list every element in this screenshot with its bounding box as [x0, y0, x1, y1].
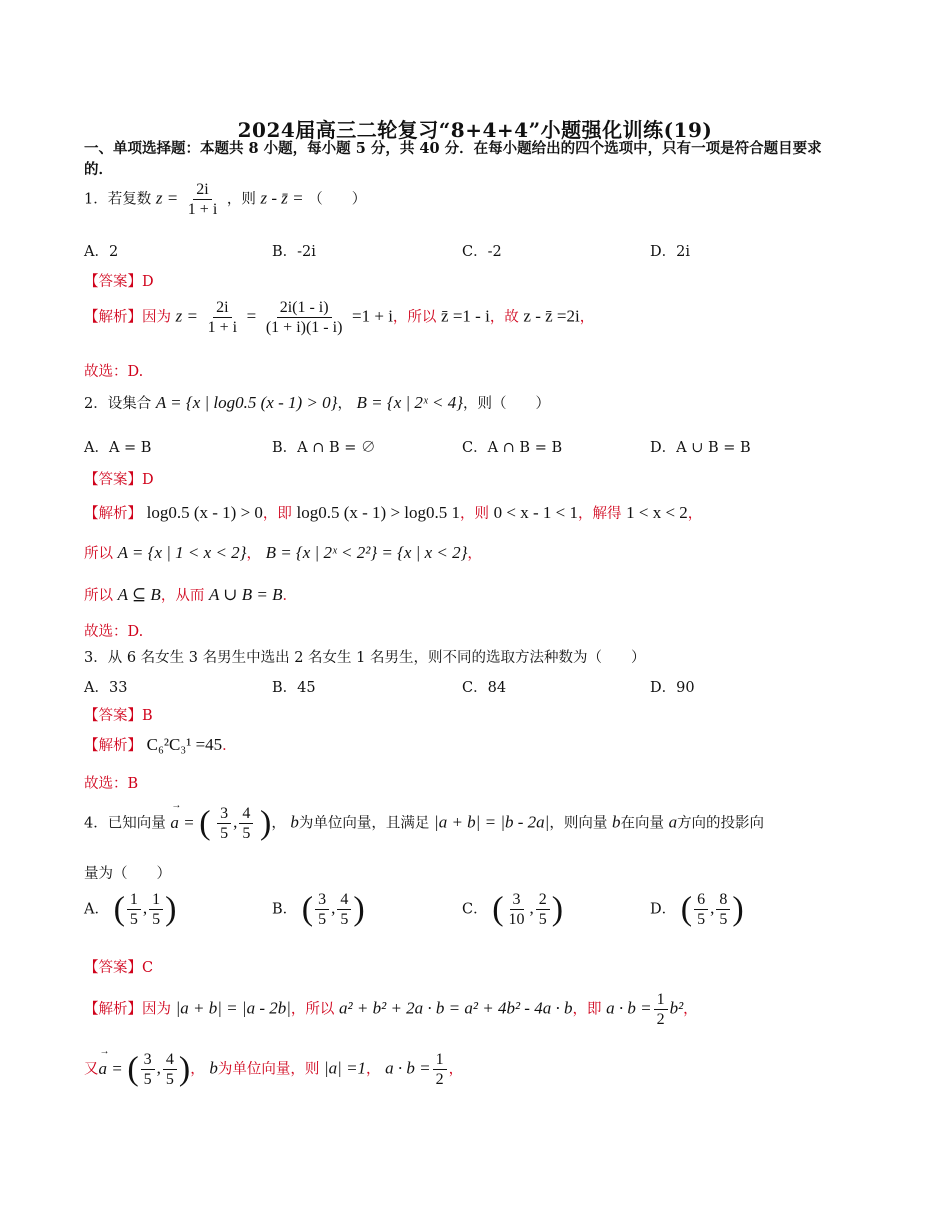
q3-choose: 故选：B: [84, 776, 139, 792]
q2-solution-2: [84, 542, 482, 563]
q4-opt-c-y: [536, 890, 550, 929]
q4-opt-a-y-num: 1: [149, 890, 163, 910]
q4-opt-b-x: [315, 890, 329, 929]
q4-sol2-rparen-icon: ): [178, 1050, 191, 1088]
q4-sol1-e: ，即: [572, 1001, 602, 1018]
q4-sol1-i: ，: [683, 1001, 698, 1018]
q4-sol1-frac-den: 2: [656, 1011, 665, 1028]
question-3: 3．从 6 名女生 3 名男生中选出 2 名女生 1 名男生，则不同的选取方法种数为（ ）: [84, 650, 646, 666]
q4-sol2-frac-den: 2: [435, 1071, 444, 1088]
q2-option-c: C．A ∩ B = B: [462, 440, 563, 456]
q1-sol-final: z - z̄ =2i: [523, 306, 580, 326]
q4-sol2-j: ，: [448, 1061, 464, 1078]
q4-sol2-frac-num: 1: [433, 1050, 447, 1070]
q2-answer: [84, 468, 154, 489]
q1-option-b: B．-2i: [272, 244, 316, 260]
q4-opt-c-comma: ,: [529, 898, 534, 918]
q3-option-c: C．84: [462, 680, 507, 696]
question-2: [84, 392, 550, 413]
q4-sol2-e: 为单位向量，则: [217, 1061, 320, 1078]
q1-answer: [84, 270, 154, 291]
q2-sol3-a: 所以: [84, 588, 113, 604]
q4-opt-d-lparen-icon: (: [680, 890, 693, 928]
q4-sol1-b: |a + b| = |a - 2b|: [175, 998, 291, 1018]
q3-option-d: D．90: [650, 680, 695, 696]
q4-sol1-f: a · b =: [606, 998, 652, 1018]
q3-sol: C₆²C₃¹ =45: [146, 735, 223, 754]
q2-sol3-e: ．: [282, 588, 297, 604]
q4-line2: 量为（ ）: [84, 866, 171, 882]
q4-opt-c-y-num: 2: [536, 890, 550, 910]
q4-opt-d-y-den: 5: [719, 911, 728, 928]
q1-sol-frac2-den: (1 + i)(1 - i): [265, 319, 343, 336]
q4-option-d: [650, 890, 744, 929]
q2-sol2-b: A = {x | 1 < x < 2}: [117, 543, 247, 562]
q4-opt-a-x-num: 1: [127, 890, 141, 910]
q4-left-paren-icon: (: [199, 804, 211, 842]
q4-option-b: [272, 890, 365, 929]
q4-sol2-frac: [433, 1050, 447, 1089]
q2-comma: ，: [337, 396, 352, 412]
q4-opt-b-label: B．: [272, 901, 298, 918]
q4-cond: |a + b| = |b - 2a|: [434, 812, 550, 832]
q2-sol1-g: 1 < x < 2: [626, 503, 688, 522]
question-4: [84, 804, 764, 843]
q1-expr: z - z̄ =: [260, 188, 304, 208]
q2-sol1-f: ，解得: [578, 506, 622, 522]
q3-option-b: B．45: [272, 680, 316, 696]
q2-set-b: B = {x | 2ˣ < 4}: [356, 393, 463, 412]
q4-sol1-frac-num: 1: [654, 990, 668, 1010]
q1-sol-conj: z̄ =1 - i: [441, 306, 490, 326]
q1-sol-frac1-den: 1 + i: [207, 319, 238, 336]
q1-sol-frac1: [205, 298, 240, 337]
q2-prefix: 2．设集合: [84, 396, 152, 412]
q4-opt-a-label: A．: [84, 901, 109, 918]
q4-opt-a-x: [127, 890, 141, 929]
q1-blank: （ ）: [308, 191, 367, 208]
analysis-label-2: 【解析】: [84, 506, 142, 522]
q1-frac-den: 1 + i: [187, 201, 218, 218]
q2-sol2-c: ，: [246, 546, 261, 562]
q4-sol2-x-den: 5: [143, 1071, 152, 1088]
q1-sol-because: 因为: [142, 309, 171, 326]
q4-mid5: 方向的投影向: [677, 815, 765, 832]
q4-opt-d-x: [694, 890, 708, 929]
q4-mid4: 在向量: [620, 815, 664, 832]
q4-sol1-c: ，所以: [290, 1001, 335, 1018]
q2-answer-value: D: [142, 472, 154, 488]
q4-a-y: [239, 804, 253, 843]
q4-sol2-g: ，: [366, 1061, 381, 1078]
q1-sol-z: z =: [175, 306, 198, 326]
q1-answer-value: D: [142, 274, 154, 290]
q2-sol1-b: ，即: [262, 506, 292, 522]
q4-option-a: [84, 890, 177, 929]
q1-choose: 故选：D.: [84, 364, 144, 380]
q2-sol2-a: 所以: [84, 546, 113, 562]
q1-mid: ，则: [226, 191, 256, 208]
q4-opt-d-y: [716, 890, 730, 929]
analysis-label: 【解析】: [84, 309, 142, 326]
q1-sol-hence: ，故: [489, 309, 519, 326]
q4-a-x: [217, 804, 231, 843]
q4-opt-a-lparen-icon: (: [113, 890, 125, 928]
q4-sol2-y-num: 4: [163, 1050, 177, 1070]
q4-sol1-a: 因为: [142, 1001, 171, 1018]
q1-option-a: A．2: [84, 244, 119, 260]
q1-option-c: C．-2: [462, 244, 502, 260]
q1-fraction: [185, 180, 220, 219]
q4-sol2-d: b: [209, 1058, 218, 1078]
q2-sol3-c: ，从而: [160, 588, 205, 604]
answer-label-2: 【答案】: [84, 472, 142, 488]
analysis-label-4: 【解析】: [84, 1001, 142, 1018]
q1-sol-so: ，所以: [392, 309, 437, 326]
q4-opt-c-label: C．: [462, 901, 488, 918]
q2-sol2-e: ，: [467, 546, 482, 562]
q4-sol1-d: a² + b² + 2a · b = a² + 4b² - 4a · b: [339, 998, 573, 1018]
q1-sol-frac2: [263, 298, 346, 337]
q4-opt-b-y-num: 4: [337, 890, 351, 910]
q4-opt-d-rparen-icon: ): [732, 890, 744, 928]
q1-sol-end: ，: [579, 309, 595, 326]
q4-a-y-num: 4: [239, 804, 253, 824]
q2-sol1-d: ，则: [460, 506, 490, 522]
answer-label-3: 【答案】: [84, 708, 142, 724]
q3-answer-value: B: [142, 708, 153, 724]
q1-option-d: D．2i: [650, 244, 690, 260]
q2-tail: ，则（ ）: [463, 396, 550, 412]
q4-solution-2: [84, 1050, 463, 1089]
q1-solution: [84, 298, 594, 337]
q2-choose: 故选：D.: [84, 624, 144, 640]
q2-option-b: B．A ∩ B = ∅: [272, 440, 376, 456]
q4-sol2-f: |a| =1: [323, 1058, 367, 1078]
q4-b2: b: [611, 812, 621, 832]
section-heading: 一、单项选择题：本题共 8 小题，每小题 5 分，共 40 分．在每小题给出的四个选项中，只有一项是符合题目要求的．: [84, 140, 822, 178]
q4-a-y-den: 5: [242, 825, 251, 842]
q4-opt-c-x-num: 3: [510, 890, 524, 910]
q4-opt-a-y-den: 5: [152, 911, 161, 928]
q4-opt-b-y: [337, 890, 351, 929]
q3-option-a: A．33: [84, 680, 128, 696]
q4-opt-c-rparen-icon: ): [551, 890, 564, 928]
analysis-label-3: 【解析】: [84, 738, 142, 754]
q4-opt-c-x: [506, 890, 528, 929]
q1-z-eq: z =: [155, 188, 179, 208]
q4-a2: a: [668, 812, 678, 832]
q2-option-d: D．A ∪ B = B: [650, 440, 751, 456]
answer-label-4: 【答案】: [84, 960, 142, 976]
q1-frac-num: 2i: [193, 180, 211, 200]
q4-right-paren-icon: ): [259, 804, 272, 842]
q4-sol1-frac: [654, 990, 668, 1029]
q4-opt-a-x-den: 5: [129, 911, 138, 928]
answer-label: 【答案】: [84, 274, 142, 290]
q2-option-a: A．A = B: [84, 440, 152, 456]
q4-sol2-c: ，: [190, 1061, 205, 1078]
q2-sol3-d: A ∪ B = B: [208, 585, 283, 604]
q4-mid3: ，则向量: [549, 815, 608, 832]
q4-opt-b-y-den: 5: [340, 911, 349, 928]
q4-sol2-b: → a =: [99, 1059, 123, 1078]
q2-solution-3: [84, 584, 297, 605]
q4-opt-a-rparen-icon: ): [165, 890, 177, 928]
q4-answer-value: C: [142, 960, 154, 976]
q4-opt-d-y-num: 8: [716, 890, 730, 910]
q2-sol2-d: B = {x | 2ˣ < 2²} = {x | x < 2}: [265, 543, 468, 562]
q4-a-x-den: 5: [220, 825, 229, 842]
q4-opt-b-comma: ,: [331, 898, 336, 918]
question-1: [84, 180, 366, 219]
q2-sol1-a: log0.5 (x - 1) > 0: [146, 503, 263, 522]
q4-option-c: [462, 890, 563, 929]
q4-sol2-y: [163, 1050, 177, 1089]
q3-answer: [84, 704, 153, 725]
page-title: 2024届高三二轮复习“8+4+4”小题强化训练(19): [237, 118, 713, 142]
q4-a-x-num: 3: [217, 804, 231, 824]
q4-sol2-a: 又: [84, 1061, 99, 1078]
q4-opt-d-x-num: 6: [694, 890, 708, 910]
q4-comma-sep: ,: [233, 812, 238, 832]
q4-sol1-h: b²: [669, 998, 684, 1018]
q1-sol-frac2-num: 2i(1 - i): [277, 298, 332, 318]
q4-opt-b-x-den: 5: [318, 911, 327, 928]
q4-sol2-x-num: 3: [141, 1050, 155, 1070]
q3-solution: [84, 734, 237, 755]
q4-opt-c-x-den: 10: [508, 911, 525, 928]
q4-b: b: [290, 812, 299, 832]
q4-answer: [84, 956, 153, 977]
q4-opt-a-y: [149, 890, 163, 929]
q1-sol-eq: =: [246, 306, 257, 326]
q4-prefix: 4．已知向量: [84, 815, 166, 832]
q4-opt-c-y-den: 5: [538, 911, 547, 928]
q1-sol-frac1-num: 2i: [213, 298, 231, 318]
q4-sol2-h: a · b =: [385, 1058, 431, 1078]
q4-sol2-y-den: 5: [165, 1071, 174, 1088]
q4-sol2-comma-sep: ,: [156, 1058, 161, 1078]
q4-opt-d-label: D．: [650, 901, 677, 918]
q4-opt-a-comma: ,: [142, 898, 148, 918]
q4-sol2-lparen-icon: (: [127, 1050, 139, 1088]
q4-opt-c-lparen-icon: (: [492, 890, 504, 928]
q2-sol1-e: 0 < x - 1 < 1: [493, 503, 578, 522]
q2-sol1-h: ，: [687, 506, 703, 522]
q4-opt-d-comma: ,: [710, 898, 715, 918]
q4-opt-b-rparen-icon: ): [353, 890, 365, 928]
q3-sol-end: ．: [222, 738, 237, 754]
q4-opt-d-x-den: 5: [697, 911, 706, 928]
q2-solution-1: [84, 502, 702, 523]
q4-sol2-x: [141, 1050, 155, 1089]
q4-mid1: ，: [271, 815, 286, 832]
q1-sol-result: =1 + i: [352, 306, 393, 326]
q2-sol1-c: log0.5 (x - 1) > log0.5 1: [296, 503, 461, 522]
q4-solution-1: [84, 990, 698, 1029]
q1-prefix: 1．若复数: [84, 191, 152, 208]
q4-opt-b-lparen-icon: (: [301, 890, 314, 928]
q4-a-eq: → a =: [170, 813, 194, 832]
q4-opt-b-x-num: 3: [315, 890, 329, 910]
q2-sol3-b: A ⊆ B: [117, 585, 161, 604]
q4-mid2: 为单位向量，且满足: [298, 815, 430, 832]
q2-set-a: A = {x | log0.5 (x - 1) > 0}: [155, 393, 338, 412]
